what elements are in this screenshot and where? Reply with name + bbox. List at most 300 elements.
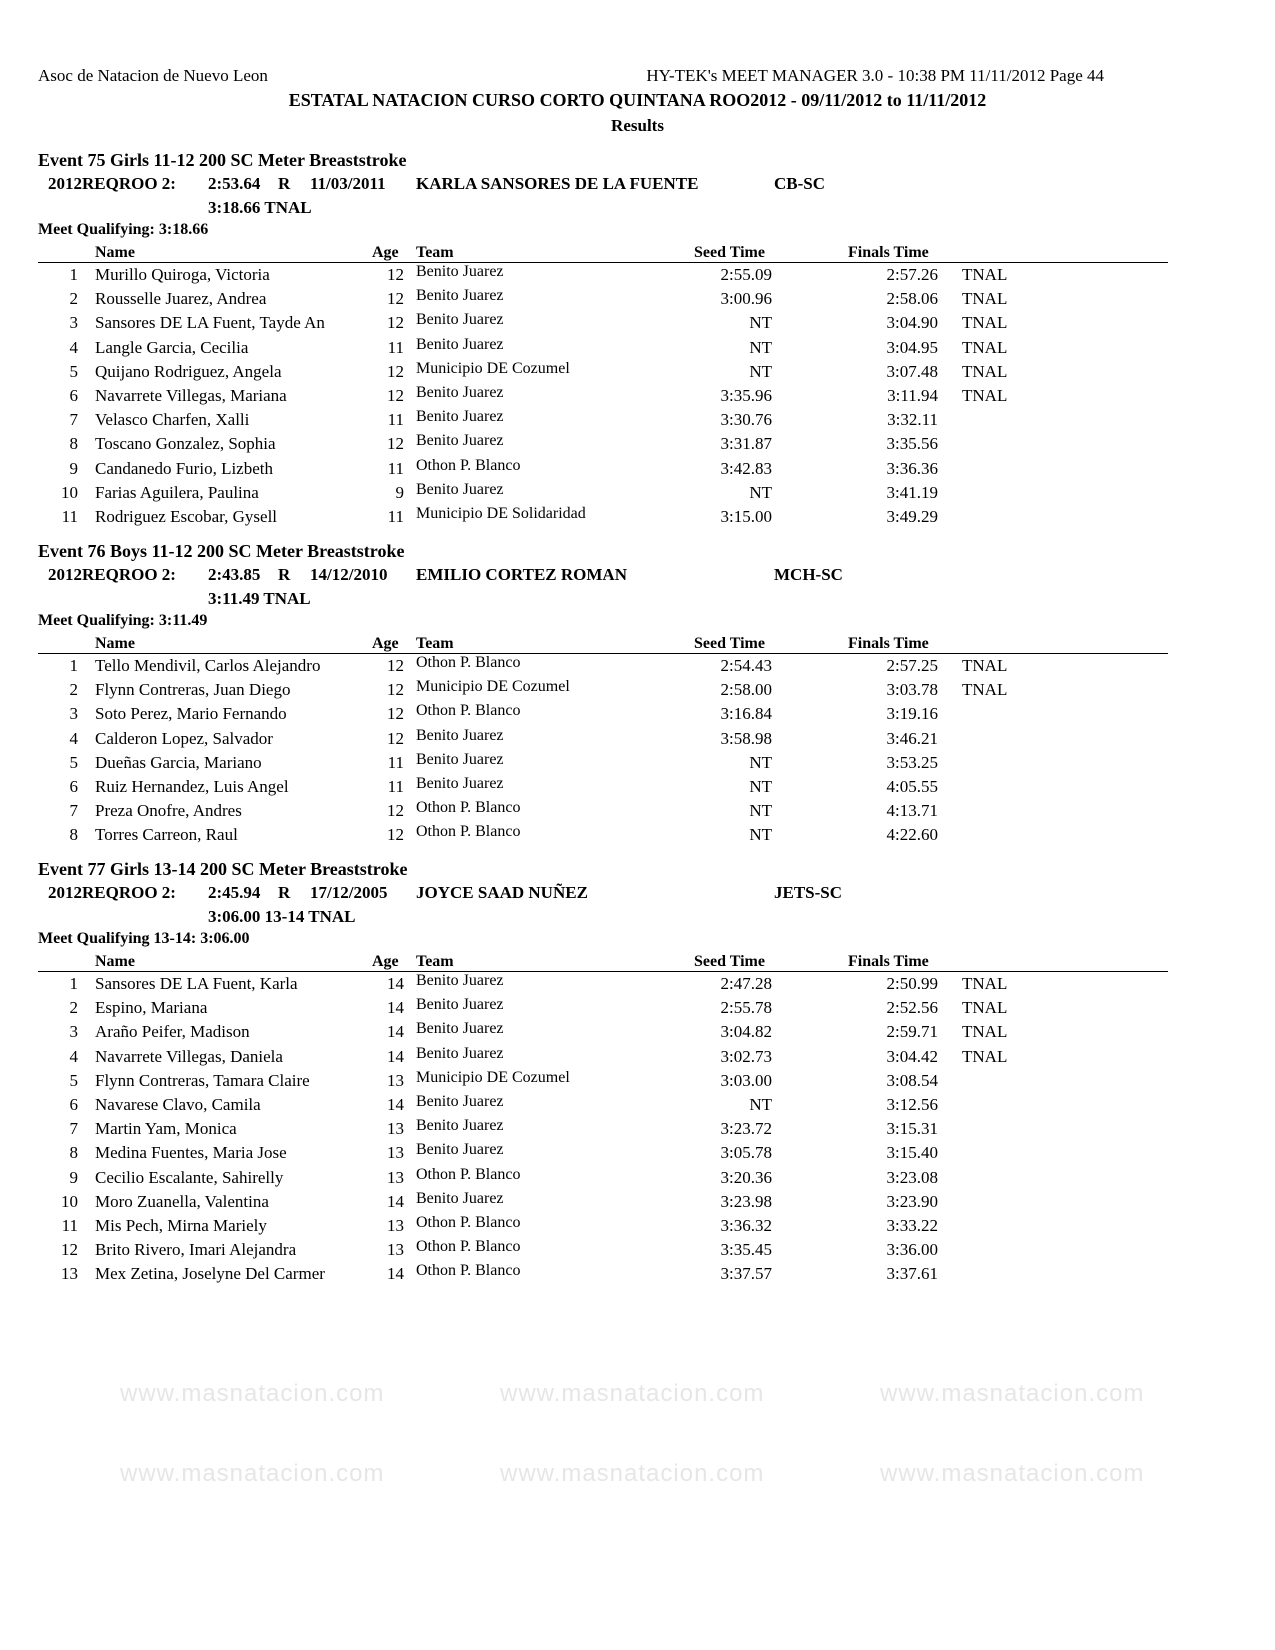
- cell-finals: 3:19.16: [886, 704, 938, 724]
- cell-place: 1: [69, 974, 78, 993]
- table-row: [38, 1141, 1168, 1165]
- col-name: Name: [95, 635, 135, 652]
- cell-seed: 3:30.76: [720, 410, 772, 430]
- cell-team: Othon P. Blanco: [416, 456, 521, 474]
- cell-age: 14: [387, 1094, 404, 1114]
- cell-age: 11: [387, 458, 404, 478]
- cell-age: 14: [387, 998, 404, 1018]
- cell-finals: 3:07.48: [886, 361, 938, 381]
- record-date: 17/12/2005: [310, 883, 388, 902]
- cell-team: Benito Juarez: [416, 335, 504, 353]
- col-finals: Finals Time: [848, 635, 929, 652]
- cell-place: 13: [61, 1264, 78, 1284]
- results-heading: Results: [611, 116, 664, 135]
- cell-age: 12: [387, 361, 404, 381]
- cell-seed: 2:54.43: [720, 656, 772, 675]
- cell-name: Martin Yam, Monica: [95, 1119, 237, 1139]
- table-row: [38, 287, 1168, 311]
- standard-text: 3:18.66 TNAL: [208, 198, 312, 217]
- cell-place: 9: [69, 458, 78, 478]
- cell-team: Benito Juarez: [416, 432, 504, 450]
- qualifying-standard: [38, 905, 1168, 929]
- cell-qual: TNAL: [962, 361, 1008, 381]
- cell-name: Tello Mendivil, Carlos Alejandro: [95, 656, 321, 675]
- cell-finals: 3:53.25: [886, 752, 938, 772]
- cell-team: Benito Juarez: [416, 1044, 504, 1062]
- cell-age: 12: [387, 801, 404, 821]
- cell-team: Othon P. Blanco: [416, 1262, 521, 1280]
- meet-title: ESTATAL NATACION CURSO CORTO QUINTANA ROO2012 - 09/11/2012 to 11/11/2012: [288, 90, 987, 110]
- table-row: [38, 972, 1168, 996]
- cell-finals: 3:46.21: [886, 728, 938, 748]
- col-team: Team: [416, 244, 454, 261]
- cell-finals: 2:52.56: [886, 998, 938, 1018]
- cell-seed: 3:03.00: [720, 1070, 772, 1090]
- table-row: [38, 1190, 1168, 1214]
- cell-age: 12: [387, 385, 404, 405]
- cell-seed: 2:55.09: [720, 265, 772, 284]
- cell-age: 11: [387, 752, 404, 772]
- cell-age: 13: [387, 1215, 404, 1235]
- cell-age: 12: [387, 825, 404, 845]
- record-label: 2012REQROO 2:: [48, 174, 176, 193]
- table-row: [38, 384, 1168, 408]
- cell-name: Navarrete Villegas, Daniela: [95, 1046, 283, 1066]
- cell-qual: TNAL: [962, 313, 1008, 333]
- cell-seed: 3:42.83: [720, 458, 772, 478]
- table-row: [38, 823, 1168, 847]
- col-team: Team: [416, 635, 454, 652]
- table-row: [38, 1093, 1168, 1117]
- column-header: [38, 240, 1168, 263]
- cell-team: Benito Juarez: [416, 383, 504, 401]
- cell-name: Dueñas Garcia, Mariano: [95, 752, 262, 772]
- cell-place: 2: [69, 680, 78, 700]
- cell-seed: 3:23.72: [720, 1119, 772, 1139]
- cell-place: 4: [69, 728, 78, 748]
- table-row: [38, 799, 1168, 823]
- cell-team: Benito Juarez: [416, 1141, 504, 1159]
- cell-team: Benito Juarez: [416, 287, 504, 305]
- cell-finals: 4:22.60: [886, 825, 938, 845]
- cell-seed: NT: [749, 313, 772, 333]
- table-row: [38, 457, 1168, 481]
- cell-seed: NT: [749, 361, 772, 381]
- meet-qualifying: Meet Qualifying: 3:18.66: [38, 221, 209, 238]
- col-name: Name: [95, 953, 135, 970]
- col-finals: Finals Time: [848, 244, 929, 261]
- cell-age: 13: [387, 1143, 404, 1163]
- cell-seed: 3:04.82: [720, 1022, 772, 1042]
- cell-qual: TNAL: [962, 385, 1008, 405]
- cell-name: Rousselle Juarez, Andrea: [95, 289, 267, 309]
- cell-name: Sansores DE LA Fuent, Tayde An: [95, 313, 325, 333]
- cell-finals: 2:57.25: [886, 656, 938, 675]
- event-section: [38, 857, 1168, 1286]
- cell-place: 1: [69, 265, 78, 284]
- event-title: Event 77 Girls 13-14 200 SC Meter Breaststroke: [38, 859, 408, 879]
- table-row: [38, 311, 1168, 335]
- cell-team: Othon P. Blanco: [416, 799, 521, 817]
- cell-place: 5: [69, 752, 78, 772]
- cell-seed: 3:00.96: [720, 289, 772, 309]
- record-team: JETS-SC: [774, 883, 843, 902]
- cell-team: Benito Juarez: [416, 726, 504, 744]
- cell-age: 12: [387, 680, 404, 700]
- cell-place: 10: [61, 1191, 78, 1211]
- col-seed: Seed Time: [694, 635, 765, 652]
- cell-qual: TNAL: [962, 974, 1008, 993]
- cell-name: Preza Onofre, Andres: [95, 801, 242, 821]
- record-line: [38, 172, 1168, 196]
- cell-team: Benito Juarez: [416, 750, 504, 768]
- col-age: Age: [372, 635, 399, 652]
- cell-finals: 3:04.90: [886, 313, 938, 333]
- cell-place: 4: [69, 1046, 78, 1066]
- cell-place: 10: [61, 482, 78, 502]
- cell-place: 3: [69, 313, 78, 333]
- watermark: www.masnatacion.com: [880, 1380, 1145, 1407]
- cell-age: 12: [387, 289, 404, 309]
- cell-name: Murillo Quiroga, Victoria: [95, 265, 270, 284]
- cell-team: Othon P. Blanco: [416, 1238, 521, 1256]
- cell-seed: 2:55.78: [720, 998, 772, 1018]
- cell-age: 12: [387, 656, 404, 675]
- cell-seed: NT: [749, 801, 772, 821]
- cell-seed: 3:37.57: [720, 1264, 772, 1284]
- record-type: R: [278, 174, 291, 193]
- cell-finals: 3:41.19: [886, 482, 938, 502]
- cell-finals: 3:15.40: [886, 1143, 938, 1163]
- cell-team: Municipio DE Solidaridad: [416, 504, 586, 522]
- cell-age: 12: [387, 704, 404, 724]
- cell-name: Torres Carreon, Raul: [95, 825, 238, 845]
- table-row: [38, 702, 1168, 726]
- table-row: [38, 1238, 1168, 1262]
- cell-seed: 3:31.87: [720, 434, 772, 454]
- cell-finals: 3:03.78: [886, 680, 938, 700]
- watermark: www.masnatacion.com: [880, 1460, 1145, 1487]
- cell-place: 6: [69, 1094, 78, 1114]
- record-type: R: [278, 883, 291, 902]
- cell-age: 13: [387, 1070, 404, 1090]
- cell-place: 8: [69, 1143, 78, 1163]
- record-team: CB-SC: [774, 174, 826, 193]
- column-header: [38, 631, 1168, 654]
- cell-name: Soto Perez, Mario Fernando: [95, 704, 287, 724]
- cell-place: 3: [69, 1022, 78, 1042]
- col-name: Name: [95, 244, 135, 261]
- event-title: Event 76 Boys 11-12 200 SC Meter Breaststroke: [38, 541, 405, 561]
- col-seed: Seed Time: [694, 244, 765, 261]
- cell-place: 6: [69, 385, 78, 405]
- standard-text: 3:11.49 TNAL: [208, 589, 311, 608]
- cell-seed: 2:58.00: [720, 680, 772, 700]
- col-age: Age: [372, 953, 399, 970]
- organization-name: Asoc de Natacion de Nuevo Leon: [38, 66, 268, 85]
- cell-team: Othon P. Blanco: [416, 654, 521, 671]
- col-team: Team: [416, 953, 454, 970]
- cell-place: 2: [69, 289, 78, 309]
- table-row: [38, 1262, 1168, 1286]
- cell-place: 11: [61, 1215, 78, 1235]
- record-label: 2012REQROO 2:: [48, 565, 176, 584]
- cell-team: Benito Juarez: [416, 972, 504, 989]
- cell-place: 8: [69, 434, 78, 454]
- cell-finals: 3:04.42: [886, 1046, 938, 1066]
- table-row: [38, 408, 1168, 432]
- cell-finals: 2:58.06: [886, 289, 938, 309]
- record-date: 11/03/2011: [310, 174, 386, 193]
- cell-name: Navarrete Villegas, Mariana: [95, 385, 287, 405]
- cell-name: Cecilio Escalante, Sahirelly: [95, 1167, 284, 1187]
- cell-place: 6: [69, 776, 78, 796]
- cell-finals: 2:59.71: [886, 1022, 938, 1042]
- cell-qual: TNAL: [962, 337, 1008, 357]
- cell-name: Navarese Clavo, Camila: [95, 1094, 261, 1114]
- table-row: [38, 263, 1168, 287]
- cell-seed: NT: [749, 825, 772, 845]
- cell-age: 12: [387, 313, 404, 333]
- cell-qual: TNAL: [962, 680, 1008, 700]
- cell-team: Benito Juarez: [416, 311, 504, 329]
- record-line: [38, 563, 1168, 587]
- cell-age: 13: [387, 1240, 404, 1260]
- cell-qual: TNAL: [962, 1046, 1008, 1066]
- table-row: [38, 1214, 1168, 1238]
- table-row: [38, 996, 1168, 1020]
- table-row: [38, 727, 1168, 751]
- cell-place: 12: [61, 1240, 78, 1260]
- cell-age: 12: [387, 728, 404, 748]
- cell-finals: 3:12.56: [886, 1094, 938, 1114]
- cell-seed: 3:16.84: [720, 704, 772, 724]
- table-row: [38, 1069, 1168, 1093]
- record-team: MCH-SC: [774, 565, 843, 584]
- cell-place: 5: [69, 361, 78, 381]
- cell-name: Araño Peifer, Madison: [95, 1022, 250, 1042]
- cell-seed: 3:36.32: [720, 1215, 772, 1235]
- cell-finals: 2:57.26: [886, 265, 938, 284]
- cell-name: Ruiz Hernandez, Luis Angel: [95, 776, 289, 796]
- cell-team: Benito Juarez: [416, 1189, 504, 1207]
- cell-finals: 3:36.36: [886, 458, 938, 478]
- cell-name: Candanedo Furio, Lizbeth: [95, 458, 273, 478]
- cell-team: Benito Juarez: [416, 774, 504, 792]
- table-row: [38, 678, 1168, 702]
- table-row: [38, 432, 1168, 456]
- cell-seed: 3:35.45: [720, 1240, 772, 1260]
- meet-qualifying: Meet Qualifying: 3:11.49: [38, 612, 208, 629]
- qualifying-standard: [38, 587, 1168, 611]
- cell-finals: 3:11.94: [887, 385, 938, 405]
- cell-finals: 3:36.00: [886, 1240, 938, 1260]
- cell-team: Benito Juarez: [416, 1092, 504, 1110]
- cell-place: 11: [61, 506, 78, 526]
- cell-seed: 3:23.98: [720, 1191, 772, 1211]
- column-header: [38, 949, 1168, 972]
- record-holder: KARLA SANSORES DE LA FUENTE: [416, 174, 699, 193]
- record-time: 2:45.94: [208, 883, 261, 902]
- table-row: [38, 1045, 1168, 1069]
- table-row: [38, 775, 1168, 799]
- cell-finals: 4:13.71: [886, 801, 938, 821]
- record-holder: EMILIO CORTEZ ROMAN: [416, 565, 627, 584]
- table-row: [38, 1020, 1168, 1044]
- cell-team: Benito Juarez: [416, 480, 504, 498]
- watermark: www.masnatacion.com: [120, 1460, 385, 1487]
- cell-name: Medina Fuentes, Maria Jose: [95, 1143, 287, 1163]
- cell-team: Othon P. Blanco: [416, 1213, 521, 1231]
- col-age: Age: [372, 244, 399, 261]
- cell-team: Municipio DE Cozumel: [416, 678, 570, 696]
- table-row: [38, 360, 1168, 384]
- watermark: www.masnatacion.com: [120, 1380, 385, 1407]
- cell-seed: 3:05.78: [720, 1143, 772, 1163]
- cell-place: 2: [69, 998, 78, 1018]
- record-line: [38, 881, 1168, 905]
- meet-qualifying: Meet Qualifying 13-14: 3:06.00: [38, 930, 250, 947]
- cell-finals: 3:23.90: [886, 1191, 938, 1211]
- cell-qual: TNAL: [962, 265, 1008, 284]
- cell-place: 1: [69, 656, 78, 675]
- cell-team: Benito Juarez: [416, 1117, 504, 1135]
- table-row: [38, 654, 1168, 678]
- cell-team: Benito Juarez: [416, 996, 504, 1014]
- cell-name: Espino, Mariana: [95, 998, 208, 1018]
- cell-seed: 3:20.36: [720, 1167, 772, 1187]
- cell-age: 11: [387, 410, 404, 430]
- cell-age: 13: [387, 1119, 404, 1139]
- cell-place: 5: [69, 1070, 78, 1090]
- cell-seed: 3:35.96: [720, 385, 772, 405]
- cell-finals: 4:05.55: [886, 776, 938, 796]
- cell-finals: 3:33.22: [886, 1215, 938, 1235]
- cell-age: 9: [395, 482, 404, 502]
- qualifying-standard: [38, 196, 1168, 220]
- cell-qual: TNAL: [962, 656, 1008, 675]
- cell-age: 11: [387, 337, 404, 357]
- cell-age: 14: [387, 1264, 404, 1284]
- record-time: 2:43.85: [208, 565, 261, 584]
- event-section: [38, 148, 1168, 529]
- cell-age: 14: [387, 974, 404, 993]
- watermark: www.masnatacion.com: [500, 1460, 765, 1487]
- cell-seed: NT: [749, 752, 772, 772]
- cell-seed: 3:15.00: [720, 506, 772, 526]
- cell-qual: TNAL: [962, 289, 1008, 309]
- cell-seed: NT: [749, 337, 772, 357]
- table-row: [38, 505, 1168, 529]
- cell-place: 9: [69, 1167, 78, 1187]
- event-section: [38, 539, 1168, 848]
- cell-team: Othon P. Blanco: [416, 702, 521, 720]
- cell-name: Rodriguez Escobar, Gysell: [95, 506, 278, 526]
- cell-name: Mex Zetina, Joselyne Del Carmer: [95, 1264, 325, 1284]
- cell-seed: 3:02.73: [720, 1046, 772, 1066]
- cell-finals: 3:04.95: [886, 337, 938, 357]
- cell-finals: 3:15.31: [886, 1119, 938, 1139]
- cell-place: 7: [69, 410, 78, 430]
- cell-name: Farias Aguilera, Paulina: [95, 482, 259, 502]
- cell-name: Flynn Contreras, Tamara Claire: [95, 1070, 310, 1090]
- standard-text: 3:06.00 13-14 TNAL: [208, 907, 356, 926]
- cell-place: 7: [69, 801, 78, 821]
- cell-seed: 3:58.98: [720, 728, 772, 748]
- cell-finals: 3:32.11: [887, 410, 938, 430]
- cell-age: 13: [387, 1167, 404, 1187]
- cell-name: Moro Zuanella, Valentina: [95, 1191, 269, 1211]
- cell-age: 12: [387, 265, 404, 284]
- record-holder: JOYCE SAAD NUÑEZ: [416, 883, 588, 902]
- cell-team: Benito Juarez: [416, 1020, 504, 1038]
- col-seed: Seed Time: [694, 953, 765, 970]
- cell-name: Velasco Charfen, Xalli: [95, 410, 250, 430]
- cell-name: Flynn Contreras, Juan Diego: [95, 680, 291, 700]
- table-row: [38, 481, 1168, 505]
- cell-team: Benito Juarez: [416, 263, 504, 280]
- cell-name: Calderon Lopez, Salvador: [95, 728, 273, 748]
- cell-finals: 2:50.99: [886, 974, 938, 993]
- cell-name: Langle Garcia, Cecilia: [95, 337, 249, 357]
- cell-seed: NT: [749, 482, 772, 502]
- cell-finals: 3:35.56: [886, 434, 938, 454]
- cell-team: Othon P. Blanco: [416, 1165, 521, 1183]
- cell-age: 12: [387, 434, 404, 454]
- cell-place: 3: [69, 704, 78, 724]
- event-title: Event 75 Girls 11-12 200 SC Meter Breaststroke: [38, 150, 407, 170]
- table-row: [38, 1166, 1168, 1190]
- cell-place: 8: [69, 825, 78, 845]
- col-finals: Finals Time: [848, 953, 929, 970]
- cell-name: Sansores DE LA Fuent, Karla: [95, 974, 298, 993]
- cell-finals: 3:37.61: [886, 1264, 938, 1284]
- cell-age: 11: [387, 776, 404, 796]
- cell-name: Quijano Rodriguez, Angela: [95, 361, 282, 381]
- cell-age: 14: [387, 1191, 404, 1211]
- cell-age: 11: [387, 506, 404, 526]
- cell-seed: NT: [749, 776, 772, 796]
- cell-finals: 3:08.54: [886, 1070, 938, 1090]
- cell-finals: 3:23.08: [886, 1167, 938, 1187]
- cell-qual: TNAL: [962, 1022, 1008, 1042]
- record-time: 2:53.64: [208, 174, 261, 193]
- record-date: 14/12/2010: [310, 565, 388, 584]
- table-row: [38, 1117, 1168, 1141]
- watermark: www.masnatacion.com: [500, 1380, 765, 1407]
- cell-place: 4: [69, 337, 78, 357]
- cell-team: Municipio DE Cozumel: [416, 1068, 570, 1086]
- table-row: [38, 336, 1168, 360]
- cell-team: Othon P. Blanco: [416, 823, 521, 841]
- table-row: [38, 751, 1168, 775]
- record-label: 2012REQROO 2:: [48, 883, 176, 902]
- cell-age: 14: [387, 1022, 404, 1042]
- cell-seed: NT: [749, 1094, 772, 1114]
- cell-finals: 3:49.29: [886, 506, 938, 526]
- cell-name: Toscano Gonzalez, Sophia: [95, 434, 276, 454]
- cell-seed: 2:47.28: [720, 974, 772, 993]
- cell-name: Mis Pech, Mirna Mariely: [95, 1215, 267, 1235]
- software-page-info: HY-TEK's MEET MANAGER 3.0 - 10:38 PM 11/11/2012 Page 44: [646, 66, 1104, 85]
- record-type: R: [278, 565, 291, 584]
- cell-age: 14: [387, 1046, 404, 1066]
- cell-place: 7: [69, 1119, 78, 1139]
- cell-qual: TNAL: [962, 998, 1008, 1018]
- cell-name: Brito Rivero, Imari Alejandra: [95, 1240, 297, 1260]
- cell-team: Benito Juarez: [416, 408, 504, 426]
- cell-team: Municipio DE Cozumel: [416, 359, 570, 377]
